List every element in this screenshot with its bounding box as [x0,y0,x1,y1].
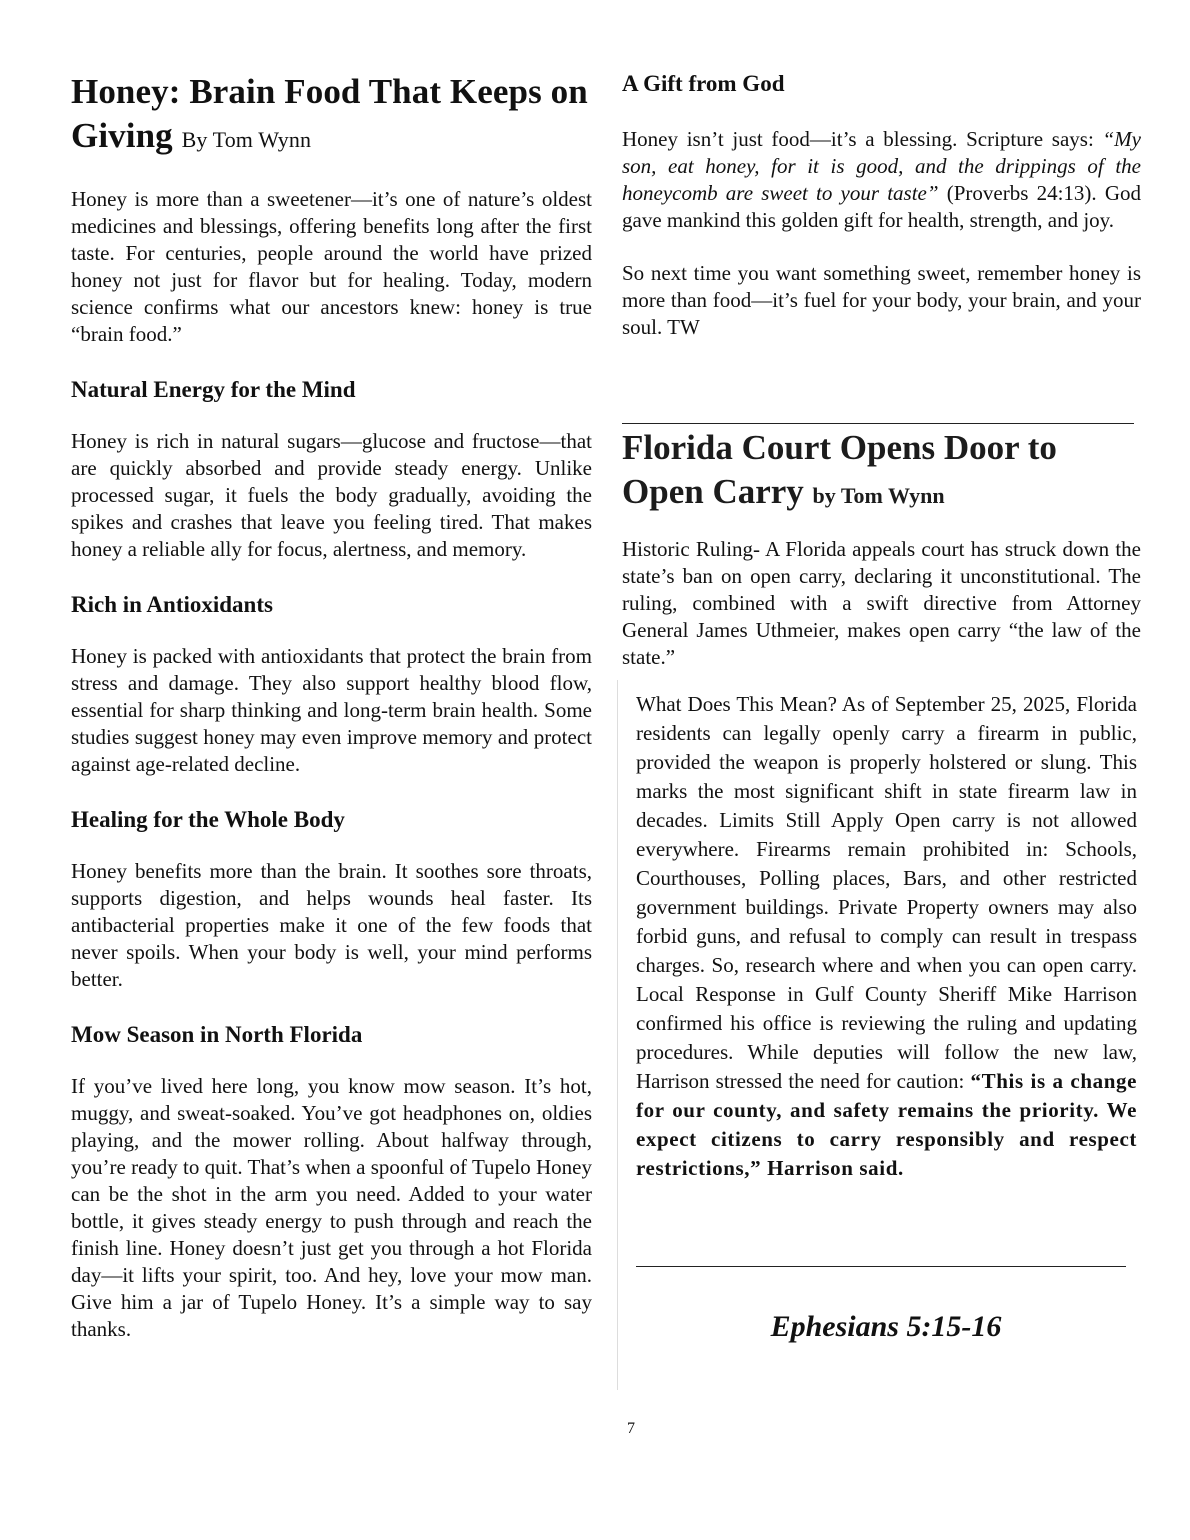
section-body-natural-energy: Honey is rich in natural sugars—glucose and fructose—that are quickly absorbed and provide steady energy. Unlike processed sugar, it fuels the body gradually, avoiding the spikes and crashes that leave you feeling tired. That makes honey a reliable ally for focus, alertness, and memory. [71,429,592,561]
section-heading-antioxidants: Rich in Antioxidants [71,592,273,617]
court-info-box [636,690,1137,1183]
court-byline: by Tom Wynn [812,483,945,508]
sidebar-border [617,680,618,1390]
section-heading-natural-energy: Natural Energy for the Mind [71,377,356,402]
sheriff-quote: “This is a change for our county, and safety remains the priority. We expect citizens to carry responsibly and respect restrictions,” Harrison said. [636,1069,1137,1180]
honey-intro-paragraph: Honey is more than a sweetener—it’s one of nature’s oldest medicines and blessings, offering benefits long after the first taste. For centuries, people around the world have prized honey not just for flavor but for healing. Today, modern science confirms what our ancestors knew: honey is true “brain food.” [71,187,592,346]
gift-paragraph-2: So next time you want something sweet, remember honey is more than food—it’s fuel for your body, your brain, and your soul. TW [622,261,1141,339]
court-article [622,426,1141,671]
section-heading-gift-from-god: A Gift from God [622,71,785,96]
section-body-healing: Honey benefits more than the brain. It soothes sore throats, supports digestion, and helps wounds heal faster. Its antibacterial properties make it one of the few foods that never spoils. When your body is well, your mind performs better. [71,859,592,991]
honey-article-title [71,70,592,162]
court-title-text: Florida Court Opens Door to Open Carry [622,428,1057,511]
section-heading-healing: Healing for the Whole Body [71,807,345,832]
page-number: 7 [627,1420,635,1437]
right-column [622,70,1141,341]
court-info-text: What Does This Mean? As of September 25, 2025, Florida residents can legally openly carry a firearm in public, provided the weapon is properly holstered or slung. This marks the most significant shift in state firearm law in decades. Limits Still Apply Open carry is not allowed everywhere. Firearms remain prohibited in: Schools, Courthouses, Polling places, Bars, and other restricted government buildings. Private Property owners may also forbid guns, and refusal to comply can result in trespass charges. So, research where and when you can open carry. Local Response in Gulf County Sheriff Mike Harrison confirmed his office is reviewing the ruling and updating procedures. While deputies will follow the new law, Harrison stressed the need for caution: [636,692,1137,1093]
honey-article [71,70,592,1343]
verse-reference: Ephesians 5:15-16 [770,1310,1002,1343]
section-heading-mow-season: Mow Season in North Florida [71,1022,363,1047]
scripture-quote: “My son, eat honey, for it is good, and the drippings of the honeycomb are sweet to your taste” [622,127,1141,205]
gift-text-outro: (Proverbs 24:13). God gave mankind this golden gift for health, strength, and joy. [622,181,1141,232]
gift-paragraph-1 [622,126,1141,234]
honey-title-text: Honey: Brain Food That Keeps on Giving [71,72,588,155]
section-body-antioxidants: Honey is packed with antioxidants that protect the brain from stress and damage. They also support healthy blood flow, essential for sharp thinking and long-term brain health. Some studies suggest honey may even improve memory and protect against age-related decline. [71,644,592,776]
verse-divider [636,1266,1126,1267]
honey-byline: By Tom Wynn [181,127,312,152]
court-lead-paragraph: Historic Ruling- A Florida appeals court has struck down the state’s ban on open carry, declaring it unconstitutional. The ruling, combined with a swift directive from Attorney General James Uthmeier, makes open carry “the law of the state.” [622,537,1141,669]
article-divider [622,423,1134,424]
court-article-title [622,426,1141,518]
court-info-paragraph [636,690,1137,1183]
gift-text-intro: Honey isn’t just food—it’s a blessing. Scripture says: [622,127,1103,151]
section-body-mow-season: If you’ve lived here long, you know mow season. It’s hot, muggy, and sweat-soaked. You’ve got headphones on, oldies playing, and the mower rolling. About halfway through, you’re ready to quit. That’s when a spoonful of Tupelo Honey can be the shot in the arm you need. Added to your water bottle, it gives steady energy to push through and reach the finish line. Honey doesn’t just get you through a hot Florida day—it lifts your spirit, too. And hey, love your mow man. Give him a jar of Tupelo Honey. It’s a simple way to say thanks. [71,1074,592,1341]
